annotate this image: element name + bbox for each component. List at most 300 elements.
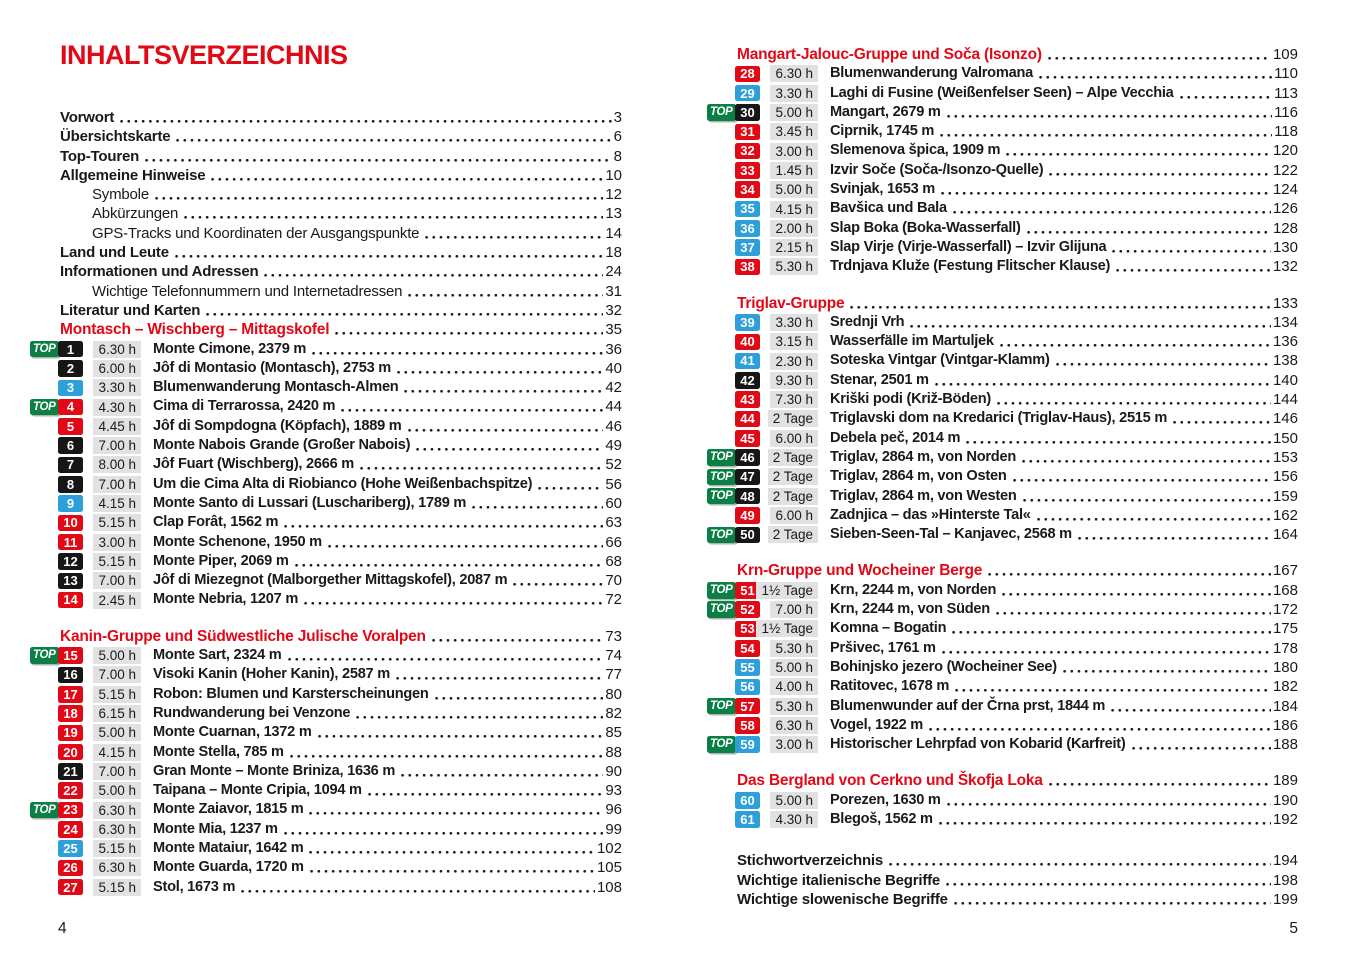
tour-duration-cell <box>768 601 818 618</box>
tour-duration-cell <box>91 418 141 435</box>
tour-page-number: 118 <box>1274 123 1298 141</box>
dot-leader <box>1109 697 1271 716</box>
tour-title: Um die Cima Alta di Riobianco (Hohe Weißenbachspitze) <box>153 475 533 492</box>
tour-row <box>707 791 1298 810</box>
tour-row <box>707 390 1298 409</box>
tour-title: Jôf di Sompdogna (Köpfach), 1889 m <box>153 417 402 434</box>
tour-duration: 3.00 h <box>93 534 141 551</box>
top-badge-slot <box>707 601 735 618</box>
dot-leader <box>308 858 595 877</box>
tour-duration: 7.00 h <box>93 763 141 780</box>
front-matter-label: Allgemeine Hinweise <box>60 166 206 184</box>
top-badge-slot <box>707 488 735 505</box>
tour-duration-cell <box>91 744 141 761</box>
tour-page-number: 130 <box>1272 238 1298 256</box>
front-matter-label: Übersichtskarte <box>60 128 171 146</box>
tour-duration-cell <box>768 372 818 389</box>
tour-title: Blumenwanderung Valromana <box>830 65 1033 82</box>
tour-row <box>707 506 1298 525</box>
tour-duration: 3.30 h <box>770 85 818 102</box>
front-matter-entry <box>30 301 622 320</box>
tour-page-number: 146 <box>1272 410 1298 428</box>
tour-section <box>30 320 622 609</box>
tour-page-number: 192 <box>1272 810 1298 828</box>
tour-title: Pršivec, 1761 m <box>830 639 936 656</box>
tour-duration: 4.00 h <box>770 678 818 695</box>
tour-duration-cell <box>91 572 141 589</box>
tour-number-badge: 42 <box>735 372 760 389</box>
tour-number-badge: 3 <box>58 380 83 397</box>
tour-number-badge: 14 <box>58 592 83 609</box>
entry-page-number: 14 <box>605 224 622 242</box>
dot-leader <box>316 723 604 742</box>
tour-title: Triglavski dom na Kredarici (Triglav-Haus), 2515 m <box>830 410 1168 427</box>
back-matter-label: Wichtige italienische Begriffe <box>737 871 941 889</box>
tour-page-number: 102 <box>596 839 622 857</box>
tour-number-badge: 43 <box>735 391 760 408</box>
tour-duration: 4.15 h <box>770 201 818 218</box>
tour-duration-cell <box>768 659 818 676</box>
dot-leader <box>944 871 1271 890</box>
tour-duration-cell <box>768 123 818 140</box>
tour-duration: 2.00 h <box>770 220 818 237</box>
tour-title: Monte Sart, 2324 m <box>153 647 282 664</box>
tour-number-badge: 29 <box>735 85 760 102</box>
dot-leader <box>1114 257 1271 276</box>
tour-title: Sieben-Seen-Tal – Kanjavec, 2568 m <box>830 526 1072 543</box>
tour-duration-cell <box>768 678 818 695</box>
tour-title: Vogel, 1922 m <box>830 716 924 733</box>
dot-leader <box>307 839 595 858</box>
tour-duration: 5.30 h <box>770 258 818 275</box>
tour-duration-cell <box>91 399 141 416</box>
tour-title: Triglav, 2864 m, von Osten <box>830 468 1007 485</box>
tour-row <box>707 84 1298 103</box>
dot-leader <box>366 781 604 800</box>
tour-title: Krn, 2244 m, von Süden <box>830 601 990 618</box>
dot-leader <box>173 243 603 262</box>
tour-duration-cell <box>91 534 141 551</box>
dot-leader <box>174 127 611 146</box>
tour-duration-cell <box>91 724 141 741</box>
top-badge-slot <box>30 341 58 358</box>
section-heading <box>30 320 622 339</box>
right-sections <box>707 45 1298 829</box>
tour-page-number: 85 <box>605 724 622 742</box>
tour-page-number: 99 <box>605 820 622 838</box>
entry-page-number: 194 <box>1272 852 1298 870</box>
front-matter-label: Abkürzungen <box>92 205 179 223</box>
tour-row <box>30 743 622 762</box>
tour-page-number: 56 <box>605 475 622 493</box>
tour-title: Bavšica und Bala <box>830 200 947 217</box>
tour-duration: 6.30 h <box>93 859 141 876</box>
tour-row <box>707 600 1298 619</box>
dot-leader <box>406 417 604 436</box>
dot-leader <box>1178 84 1273 103</box>
tour-title: Ciprnik, 1745 m <box>830 123 935 140</box>
tour-duration: 4.30 h <box>93 399 141 416</box>
dot-leader <box>204 301 603 320</box>
tour-duration-cell <box>768 181 818 198</box>
dot-leader <box>1130 735 1271 754</box>
tour-row <box>30 417 622 436</box>
tour-duration-cell <box>91 859 141 876</box>
top-badge: TOP <box>707 527 736 544</box>
tour-duration-cell <box>768 736 818 753</box>
tour-row <box>30 340 622 359</box>
tour-page-number: 120 <box>1272 142 1298 160</box>
tour-page-number: 150 <box>1272 429 1298 447</box>
tour-row <box>30 455 622 474</box>
tour-number-badge: 16 <box>58 667 83 684</box>
tour-title: Srednji Vrh <box>830 313 905 330</box>
tour-page-number: 172 <box>1272 601 1298 619</box>
tour-page-number: 40 <box>605 359 622 377</box>
tour-page-number: 63 <box>605 514 622 532</box>
top-badge: TOP <box>707 698 736 715</box>
section-heading <box>707 45 1298 64</box>
tour-row <box>707 103 1298 122</box>
tour-title: Krn, 2244 m, von Norden <box>830 581 997 598</box>
dot-leader <box>262 262 603 281</box>
tour-duration: 5.00 h <box>770 181 818 198</box>
tour-row <box>707 332 1298 351</box>
tour-row <box>707 371 1298 390</box>
tour-number-badge: 31 <box>735 124 760 141</box>
dot-leader <box>339 397 603 416</box>
tour-row <box>707 697 1298 716</box>
entry-page-number: 8 <box>613 147 622 165</box>
tour-page-number: 128 <box>1272 219 1298 237</box>
tour-title: Monte Stella, 785 m <box>153 743 284 760</box>
top-badge-slot <box>707 449 735 466</box>
tour-row <box>30 359 622 378</box>
tour-page-number: 77 <box>605 666 622 684</box>
tour-title: Stenar, 2501 m <box>830 371 929 388</box>
tour-duration: 2 Tage <box>768 449 818 466</box>
tour-duration: 6.30 h <box>93 821 141 838</box>
tour-page-number: 90 <box>605 762 622 780</box>
tour-duration: 2.45 h <box>93 592 141 609</box>
tour-row <box>30 552 622 571</box>
tour-duration: 3.30 h <box>770 314 818 331</box>
tour-page-number: 132 <box>1272 258 1298 276</box>
tour-duration-cell <box>91 476 141 493</box>
tour-duration: 2 Tage <box>768 410 818 427</box>
section-page-number: 35 <box>605 321 622 339</box>
tour-row <box>707 525 1298 544</box>
tour-title: Mangart, 2679 m <box>830 103 941 120</box>
dot-leader <box>887 851 1271 870</box>
tour-title: Svinjak, 1653 m <box>830 181 935 198</box>
top-badge: TOP <box>707 488 736 505</box>
tour-duration: 7.00 h <box>93 572 141 589</box>
tour-duration-cell <box>91 763 141 780</box>
tour-duration: 6.30 h <box>93 802 141 819</box>
tour-title: Wasserfälle im Martuljek <box>830 333 994 350</box>
tour-title: Blegoš, 1562 m <box>830 810 933 827</box>
tour-page-number: 182 <box>1272 678 1298 696</box>
tour-page-number: 88 <box>605 743 622 761</box>
tour-page-number: 49 <box>605 437 622 455</box>
tour-duration: 5.15 h <box>93 553 141 570</box>
dot-leader <box>307 800 603 819</box>
dot-leader <box>395 359 603 378</box>
tour-row <box>707 313 1298 332</box>
tour-duration: 5.00 h <box>770 104 818 121</box>
dot-leader <box>326 533 603 552</box>
dot-leader <box>964 429 1271 448</box>
tour-title: Slap Boka (Boka-Wasserfall) <box>830 219 1021 236</box>
tour-number-badge: 46 <box>735 449 760 466</box>
tour-number-badge: 6 <box>58 437 83 454</box>
tour-duration-cell <box>761 582 818 599</box>
top-badge: TOP <box>707 469 736 486</box>
tour-title: Monte Cimone, 2379 m <box>153 340 307 357</box>
dot-leader <box>1035 506 1271 525</box>
tour-row <box>30 762 622 781</box>
tour-duration-cell <box>91 686 141 703</box>
tour-duration-cell <box>768 792 818 809</box>
section-page-number: 167 <box>1272 562 1298 580</box>
front-matter-entry <box>30 262 622 281</box>
tour-title: Jôf Fuart (Wischberg), 2666 m <box>153 456 355 473</box>
tour-title: Izvir Soče (Soča-/Isonzo-Quelle) <box>830 161 1044 178</box>
tour-page-number: 66 <box>605 533 622 551</box>
tour-title: Monte Zaiavor, 1815 m <box>153 801 304 818</box>
tour-duration-cell <box>768 314 818 331</box>
tour-duration-cell <box>768 698 818 715</box>
entry-page-number: 13 <box>605 205 622 223</box>
tour-page-number: 134 <box>1272 313 1298 331</box>
tour-title: Monte Schenone, 1950 m <box>153 533 322 550</box>
tour-number-badge: 49 <box>735 507 760 524</box>
tour-page-number: 46 <box>605 417 622 435</box>
top-badge-slot <box>707 736 735 753</box>
tour-row <box>30 723 622 742</box>
tour-page-number: 116 <box>1274 103 1298 121</box>
tour-duration: 6.30 h <box>770 65 818 82</box>
dot-leader <box>511 571 603 590</box>
tour-number-badge: 39 <box>735 314 760 331</box>
tour-duration: 2 Tage <box>768 468 818 485</box>
top-badge: TOP <box>707 736 736 753</box>
tour-page-number: 80 <box>605 685 622 703</box>
tour-number-badge: 47 <box>735 469 760 486</box>
section-heading-label: Krn-Gruppe und Wocheiner Berge <box>737 562 983 580</box>
back-matter-entry <box>707 871 1298 890</box>
front-matter-label: Land und Leute <box>60 244 169 262</box>
tour-number-badge: 25 <box>58 840 83 857</box>
tour-duration-cell <box>768 488 818 505</box>
dot-leader <box>153 185 603 204</box>
tour-page-number: 124 <box>1272 181 1298 199</box>
section-heading-label: Montasch – Wischberg – Mittagskofel <box>60 321 330 339</box>
tour-number-badge: 23 <box>58 802 83 819</box>
entry-page-number: 199 <box>1272 890 1298 908</box>
back-matter-entry <box>707 851 1298 870</box>
tour-duration: 5.00 h <box>93 724 141 741</box>
tour-number-badge: 35 <box>735 201 760 218</box>
dot-leader <box>293 552 604 571</box>
tour-page-number: 72 <box>605 591 622 609</box>
tour-page-number: 70 <box>605 572 622 590</box>
tour-row <box>707 122 1298 141</box>
tour-row <box>707 238 1298 257</box>
dot-leader <box>951 199 1271 218</box>
tour-row <box>30 436 622 455</box>
tour-duration: 4.15 h <box>93 744 141 761</box>
dot-leader <box>118 108 612 127</box>
dot-leader <box>1054 351 1271 370</box>
tour-page-number: 36 <box>605 340 622 358</box>
right-page-number: 5 <box>1289 920 1298 937</box>
tour-duration-cell <box>91 456 141 473</box>
tour-duration-cell <box>768 391 818 408</box>
front-matter-label: Wichtige Telefonnummern und Internetadressen <box>92 282 403 300</box>
tour-number-badge: 20 <box>58 744 83 761</box>
tour-title: Slemenova špica, 1909 m <box>830 142 1001 159</box>
tour-duration-cell <box>768 239 818 256</box>
front-matter-label: Vorwort <box>60 109 115 126</box>
section-heading-label: Kanin-Gruppe und Südwestliche Julische Voralpen <box>60 627 426 645</box>
left-sections <box>30 320 622 897</box>
tour-duration-cell <box>768 811 818 828</box>
front-matter-list <box>30 108 622 320</box>
tour-title: Stol, 1673 m <box>153 878 236 895</box>
tour-row <box>707 141 1298 160</box>
tour-page-number: 168 <box>1272 581 1298 599</box>
tour-title: Visoki Kanin (Hoher Kanin), 2587 m <box>153 666 390 683</box>
dot-leader <box>394 665 603 684</box>
left-column <box>30 40 622 897</box>
section-heading <box>30 627 622 646</box>
tour-duration-cell <box>768 717 818 734</box>
tour-duration-cell <box>91 666 141 683</box>
dot-leader <box>358 455 603 474</box>
dot-leader <box>1076 525 1271 544</box>
tour-duration: 9.30 h <box>770 372 818 389</box>
left-page-number: 4 <box>58 920 67 937</box>
dot-leader <box>282 820 604 839</box>
tour-title: Monte Santo di Lussari (Luschariberg), 1789 m <box>153 494 467 511</box>
tour-section <box>30 627 622 897</box>
dot-leader <box>927 716 1271 735</box>
front-matter-label: Literatur und Karten <box>60 301 201 319</box>
tour-page-number: 140 <box>1272 371 1298 389</box>
tour-page-number: 126 <box>1272 200 1298 218</box>
tour-page-number: 108 <box>596 878 622 896</box>
tour-number-badge: 8 <box>58 476 83 493</box>
tour-title: Ratitovec, 1678 m <box>830 678 950 695</box>
tour-title: Robon: Blumen und Karsterscheinungen <box>153 685 429 702</box>
tour-duration-cell <box>91 341 141 358</box>
dot-leader <box>286 646 604 665</box>
dot-leader <box>953 677 1271 696</box>
front-matter-label: Top-Touren <box>60 147 140 165</box>
top-badge-slot <box>30 399 58 416</box>
tour-number-badge: 12 <box>58 553 83 570</box>
section-heading-label: Mangart-Jalouc-Gruppe und Soča (Isonzo) <box>737 46 1042 63</box>
tour-number-badge: 19 <box>58 725 83 742</box>
tour-duration: 6.00 h <box>770 507 818 524</box>
dot-leader <box>414 436 603 455</box>
tour-row <box>707 219 1298 238</box>
tour-duration: 7.00 h <box>93 437 141 454</box>
back-matter-list <box>707 851 1298 909</box>
tour-row <box>30 800 622 819</box>
tour-page-number: 60 <box>605 494 622 512</box>
tour-row <box>30 878 622 897</box>
tour-number-badge: 38 <box>735 259 760 276</box>
entry-page-number: 12 <box>605 186 622 204</box>
dot-leader <box>470 494 603 513</box>
dot-leader <box>1046 45 1271 64</box>
tour-duration-cell <box>768 640 818 657</box>
tour-title: Gran Monte – Monte Briniza, 1636 m <box>153 762 396 779</box>
tour-duration: 3.00 h <box>770 736 818 753</box>
tour-number-badge: 21 <box>58 763 83 780</box>
front-matter-label: Informationen und Adressen <box>60 263 259 281</box>
tour-duration: 3.15 h <box>770 333 818 350</box>
tour-number-badge: 50 <box>735 527 760 544</box>
tour-title: Monte Mataiur, 1642 m <box>153 839 304 856</box>
front-matter-entry <box>30 166 622 185</box>
tour-number-badge: 61 <box>735 811 760 828</box>
top-badge-slot <box>707 469 735 486</box>
tour-duration-cell <box>768 143 818 160</box>
tour-row <box>707 351 1298 370</box>
front-matter-entry <box>30 224 622 243</box>
tour-page-number: 184 <box>1272 697 1298 715</box>
tour-number-badge: 40 <box>735 334 760 351</box>
tour-duration: 2.30 h <box>770 353 818 370</box>
tour-duration-cell <box>91 647 141 664</box>
tour-number-badge: 30 <box>735 104 760 121</box>
tour-duration-cell <box>768 430 818 447</box>
tour-number-badge: 58 <box>735 717 760 734</box>
tour-duration: 6.00 h <box>93 360 141 377</box>
tour-number-badge: 7 <box>58 457 83 474</box>
tour-number-badge: 34 <box>735 181 760 198</box>
tour-duration: 7.30 h <box>770 391 818 408</box>
tour-number-badge: 51 <box>735 582 760 599</box>
tour-row <box>707 735 1298 754</box>
tour-title: Taipana – Monte Cripia, 1094 m <box>153 782 362 799</box>
tour-page-number: 93 <box>605 782 622 800</box>
dot-leader <box>423 224 603 243</box>
tour-duration-cell <box>768 162 818 179</box>
tour-duration: 6.30 h <box>93 341 141 358</box>
tour-title: Blumenwanderung Montasch-Almen <box>153 379 399 396</box>
top-badge: TOP <box>30 647 59 664</box>
tour-section <box>707 45 1298 277</box>
tour-duration-cell <box>91 782 141 799</box>
top-badge: TOP <box>707 582 736 599</box>
tour-page-number: 186 <box>1272 716 1298 734</box>
dot-leader <box>1047 161 1271 180</box>
tour-row <box>707 677 1298 696</box>
tour-number-badge: 59 <box>735 736 760 753</box>
tour-page-number: 105 <box>596 859 622 877</box>
tour-title: Bohinjsko jezero (Wocheiner See) <box>830 658 1057 675</box>
dot-leader <box>998 332 1271 351</box>
tour-duration: 5.15 h <box>93 840 141 857</box>
tour-duration: 2.15 h <box>770 239 818 256</box>
dot-leader <box>536 475 603 494</box>
tour-duration: 2 Tage <box>768 488 818 505</box>
